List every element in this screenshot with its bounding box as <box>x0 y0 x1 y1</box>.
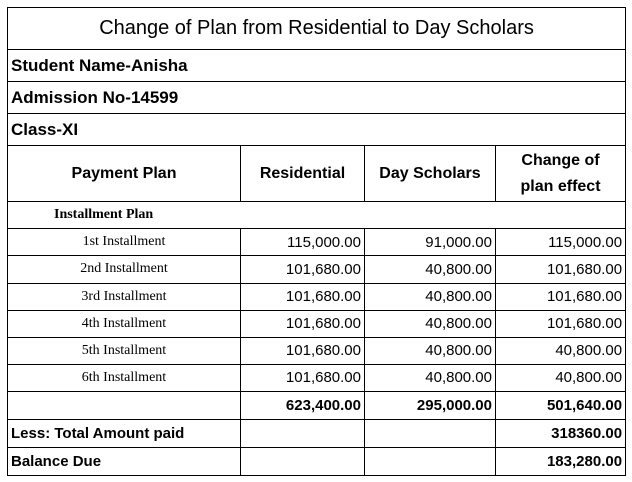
class-label: Class-XI <box>8 114 626 146</box>
page-title: Change of Plan from Residential to Day Scholars <box>8 8 626 50</box>
residential-amount: 101,680.00 <box>241 283 365 310</box>
change-amount: 101,680.00 <box>496 256 626 283</box>
day-scholars-amount: 40,800.00 <box>365 364 496 391</box>
residential-amount: 101,680.00 <box>241 256 365 283</box>
residential-amount: 101,680.00 <box>241 364 365 391</box>
header-change-of-plan <box>496 146 626 202</box>
header-payment-plan: Payment Plan <box>8 146 241 202</box>
balance-due-blank-2 <box>365 447 496 475</box>
change-amount: 101,680.00 <box>496 283 626 310</box>
header-day-scholars: Day Scholars <box>365 146 496 202</box>
total-change: 501,640.00 <box>496 391 626 419</box>
header-row <box>8 146 626 202</box>
installment-name: 1st Installment <box>8 229 241 256</box>
totals-row <box>8 391 626 419</box>
table-row <box>8 364 626 391</box>
fee-plan-table <box>7 7 626 476</box>
total-day-scholars: 295,000.00 <box>365 391 496 419</box>
header-residential: Residential <box>241 146 365 202</box>
total-residential: 623,400.00 <box>241 391 365 419</box>
table-row <box>8 283 626 310</box>
admission-row <box>8 82 626 114</box>
less-paid-label: Less: Total Amount paid <box>8 419 241 447</box>
balance-due-label: Balance Due <box>8 447 241 475</box>
less-paid-blank-1 <box>241 419 365 447</box>
installment-plan-label: Installment Plan <box>8 202 241 229</box>
residential-amount: 101,680.00 <box>241 337 365 364</box>
installment-name: 5th Installment <box>8 337 241 364</box>
installment-plan-row <box>8 202 626 229</box>
installment-name: 6th Installment <box>8 364 241 391</box>
table-row <box>8 337 626 364</box>
totals-label-blank <box>8 391 241 419</box>
day-scholars-amount: 91,000.00 <box>365 229 496 256</box>
day-scholars-amount: 40,800.00 <box>365 310 496 337</box>
table-row <box>8 310 626 337</box>
residential-amount: 101,680.00 <box>241 310 365 337</box>
header-change-line1: Change of <box>521 151 600 169</box>
table-row <box>8 256 626 283</box>
table-row <box>8 229 626 256</box>
installment-name: 4th Installment <box>8 310 241 337</box>
change-amount: 40,800.00 <box>496 364 626 391</box>
change-amount: 40,800.00 <box>496 337 626 364</box>
day-scholars-amount: 40,800.00 <box>365 256 496 283</box>
student-name-row <box>8 50 626 82</box>
day-scholars-amount: 40,800.00 <box>365 337 496 364</box>
less-paid-row <box>8 419 626 447</box>
student-name: Student Name-Anisha <box>8 50 626 82</box>
residential-amount: 115,000.00 <box>241 229 365 256</box>
installment-plan-blank <box>241 202 626 229</box>
installment-name: 3rd Installment <box>8 283 241 310</box>
less-paid-value: 318360.00 <box>496 419 626 447</box>
change-amount: 115,000.00 <box>496 229 626 256</box>
installment-name: 2nd Installment <box>8 256 241 283</box>
less-paid-blank-2 <box>365 419 496 447</box>
day-scholars-amount: 40,800.00 <box>365 283 496 310</box>
title-row <box>8 8 626 50</box>
change-amount: 101,680.00 <box>496 310 626 337</box>
balance-due-blank-1 <box>241 447 365 475</box>
class-row <box>8 114 626 146</box>
balance-due-row <box>8 447 626 475</box>
header-change-line2: plan effect <box>520 177 601 195</box>
admission-number: Admission No-14599 <box>8 82 626 114</box>
balance-due-value: 183,280.00 <box>496 447 626 475</box>
